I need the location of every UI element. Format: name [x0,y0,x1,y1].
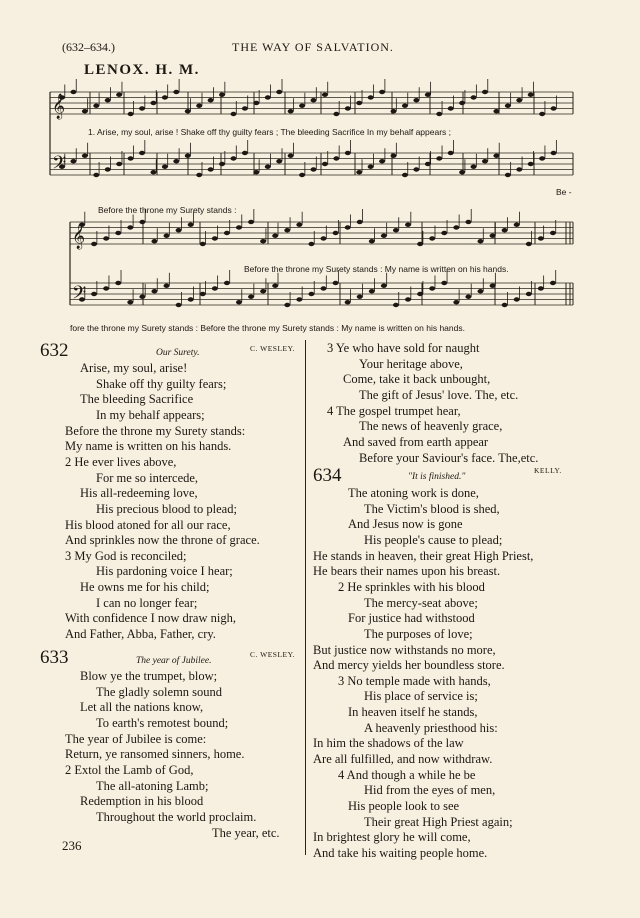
note-head [357,220,363,224]
verse-line: To earth's remotest bound; [96,715,229,730]
note-head [333,281,339,285]
note-head [538,236,544,240]
hymn-author-632: C. WESLEY. [250,344,295,353]
note-head [405,223,411,227]
note-head [164,234,170,238]
verse-line: Hid from the eyes of men, [364,783,496,798]
note-head [82,154,88,158]
note-head [345,225,351,229]
note-head [381,284,387,288]
note-head [425,162,431,166]
note-head [402,173,408,177]
hymn-subtitle-632: Our Surety. [156,348,200,358]
note-head [490,284,496,288]
clef-icon: 𝄢 [52,153,67,178]
verse-line: Let all the nations know, [80,700,204,715]
note-head [417,242,423,246]
verse-line: He stands in heaven, their great High Priest, [313,548,534,563]
note-head [128,156,134,160]
verse-line: 4 The gospel trumpet hear, [327,403,461,418]
note-head [176,303,182,307]
verse-line: In brightest glory he will come, [313,830,471,845]
note-head [357,295,363,299]
verse-line: The Victim's blood is shed, [364,501,500,516]
note-head [248,220,254,224]
note-head [200,242,206,246]
verse-line: 4 And though a while he be [338,767,476,782]
note-head [115,281,121,285]
note-head [368,165,374,169]
note-head [288,154,294,158]
note-head [242,106,248,110]
verse-line: The all-atoning Lamb; [96,778,209,793]
note-head [248,295,254,299]
note-head [116,93,122,97]
note-head [405,297,411,301]
verse-line: His precious blood to plead; [96,501,237,516]
verse-line: He bears their names upon his breast. [313,564,501,579]
note-head [296,223,302,227]
note-head [93,173,99,177]
verse-line: A heavenly priesthood his: [364,720,498,735]
note-head [162,95,168,99]
hymn-author-634: KELLY. [534,466,562,475]
note-head [308,292,314,296]
note-head [70,159,76,163]
note-head [296,297,302,301]
note-head [311,167,317,171]
clef-icon: 𝄞 [72,224,86,249]
note-head [453,225,459,229]
note-head [429,286,435,290]
verse-line: The purposes of love; [364,626,473,641]
note-head [91,242,97,246]
note-head [288,109,294,113]
note-head [505,173,511,177]
note-head [284,303,290,307]
tune-name: LENOX. H. M. [84,62,200,78]
note-head [265,95,271,99]
note-head [482,159,488,163]
verse-line: For me so intercede, [96,470,199,485]
note-head [284,228,290,232]
note-head [93,104,99,108]
clef-icon: 𝄢 [72,283,87,308]
verse-line: The year of Jubilee is come: [65,731,207,746]
note-head [224,281,230,285]
verse-line: And mercy yields her boundless store. [313,658,505,673]
note-head [196,173,202,177]
note-head [493,109,499,113]
note-head [253,101,259,105]
verse-line: My name is written on his hands. [65,439,232,454]
note-head [242,151,248,155]
note-head [139,106,145,110]
verse-line: 3 No temple made with hands, [338,673,491,688]
note-head [356,101,362,105]
note-head [516,98,522,102]
note-head [236,225,242,229]
note-head [276,159,282,163]
verse-line: Their great High Priest again; [364,814,513,829]
note-head [115,231,121,235]
note-head [224,231,230,235]
note-head [272,234,278,238]
note-head [105,98,111,102]
note-head [526,292,532,296]
note-head [260,289,266,293]
clef-icon: 𝄞 [52,94,66,119]
page-title: THE WAY OF SALVATION. [232,40,394,54]
note-head [188,223,194,227]
note-head [391,154,397,158]
verse-line: 2 He ever lives above, [65,454,177,469]
verse-line: His people look to see [348,799,460,813]
note-head [538,286,544,290]
note-head [173,159,179,163]
note-head [369,289,375,293]
note-head [550,281,556,285]
verse-line: His blood atoned for all our race, [65,517,231,532]
note-head [516,167,522,171]
verse-line: And Jesus now is gone [348,517,463,532]
note-head [465,220,471,224]
note-head [103,286,109,290]
note-head [514,223,520,227]
note-head [333,231,339,235]
hymn-range: (632–634.) [62,40,115,54]
note-head [176,228,182,232]
verse-line: I can no longer fear; [96,595,198,610]
verse-line: Before your Saviour's face. The,etc. [359,450,539,465]
lyric-line-3: fore the throne my Surety stands : Before the throne my Surety stands : My name is written on his hands. [70,323,465,333]
note-head [345,151,351,155]
verse-line: 2 He sprinkles with his blood [338,579,485,594]
note-head [321,286,327,290]
note-head [550,231,556,235]
note-head [402,104,408,108]
verse-line: Arise, my soul, arise! [80,361,188,375]
note-head [505,104,511,108]
hymn-subtitle-633: The year of Jubilee. [136,656,212,666]
note-head [417,292,423,296]
music-score [0,0,640,340]
note-head [526,242,532,246]
note-head [482,90,488,94]
note-head [413,167,419,171]
verse-line: His pardoning voice I hear; [96,564,233,579]
verse-line: And sprinkles now the throne of grace. [65,533,260,548]
note-head [436,156,442,160]
note-head [272,284,278,288]
note-head [369,239,375,243]
note-head [219,162,225,166]
note-head [127,300,133,304]
lyric-line-2-top: Before the throne my Surety stands : [98,205,237,215]
verse-line: Return, ye ransomed sinners, home. [65,747,245,762]
note-head [208,98,214,102]
verse-line: With confidence I now draw nigh, [65,611,236,626]
note-head [448,151,454,155]
verse-line: And saved from earth appear [343,434,489,449]
note-head [477,289,483,293]
verse-line: Shake off thy guilty fears; [96,376,227,391]
verse-line: 3 My God is reconciled; [65,548,187,563]
note-head [299,173,305,177]
verse-line: Throughout the world proclaim. [96,809,257,824]
note-head [321,236,327,240]
note-head [514,297,520,301]
note-head [539,112,545,116]
note-head [322,93,328,97]
note-head [528,162,534,166]
verse-line: He owns me for his child; [80,580,210,595]
note-head [91,292,97,296]
note-head [477,239,483,243]
note-head [196,104,202,108]
note-head [379,90,385,94]
verse-line: His place of service is; [364,689,478,704]
verse-line: In him the shadows of the law [313,736,464,751]
note-head [70,90,76,94]
verse-line: The gladly solemn sound [96,684,223,699]
lyric-line-1b: Be - [556,187,572,197]
verse-line: Blow ye the trumpet, blow; [80,669,218,683]
note-head [299,104,305,108]
note-head [459,170,465,174]
note-head [230,156,236,160]
note-head [128,112,134,116]
note-head [150,170,156,174]
note-head [333,156,339,160]
hymn-number-632: 632 [40,340,69,361]
note-head [151,239,157,243]
verse-line: Before the throne my Surety stands: [65,423,246,438]
note-head [139,295,145,299]
note-head [448,106,454,110]
note-head [127,225,133,229]
verse-line: Are all fulfilled, and now withdraw. [313,752,493,767]
verse-line: Your heritage above, [359,356,463,371]
note-head [345,300,351,304]
note-head [173,90,179,94]
verse-line: And take his waiting people home. [313,845,488,860]
note-head [185,109,191,113]
note-head [164,284,170,288]
note-head [436,112,442,116]
note-head [151,289,157,293]
note-head [502,303,508,307]
note-head [465,295,471,299]
note-head [425,93,431,97]
verse-line: The bleeding Sacrifice [80,392,194,407]
verse-line: Redemption in his blood [80,794,204,809]
verse-line: 2 Extol the Lamb of God, [65,762,194,777]
note-head [490,234,496,238]
note-head [236,300,242,304]
note-head [276,90,282,94]
hymn-subtitle-634: "It is finished." [408,472,466,482]
verse-line: 3 Ye who have sold for naught [327,341,480,355]
verse-line: The atoning work is done, [348,486,479,500]
note-head [345,106,351,110]
verse-line: For justice had withstood [348,611,475,626]
note-head [212,286,218,290]
note-head [105,167,111,171]
note-head [150,101,156,105]
verse-line: The year, etc. [212,825,280,840]
verse-line: The gift of Jesus' love. The, etc. [359,387,519,402]
verse-line: Come, take it back unbought, [343,372,491,387]
verse-line: In my behalf appears; [96,407,205,422]
note-head [311,98,317,102]
note-head [162,165,168,169]
note-head [471,165,477,169]
verse-line: In heaven itself he stands, [348,705,478,720]
page-number: 236 [62,838,82,853]
note-head [379,159,385,163]
note-head [265,165,271,169]
note-head [539,156,545,160]
note-head [551,151,557,155]
note-head [82,109,88,113]
note-head [103,236,109,240]
note-head [253,170,259,174]
note-head [429,236,435,240]
note-head [219,93,225,97]
note-head [551,106,557,110]
note-head [322,162,328,166]
note-head [185,154,191,158]
note-head [459,101,465,105]
note-head [381,234,387,238]
note-head [493,154,499,158]
note-head [260,239,266,243]
note-head [368,95,374,99]
note-head [502,228,508,232]
note-head [188,297,194,301]
verse-line: His all-redeeming love, [80,486,198,501]
verse-line: The mercy-seat above; [364,595,478,610]
note-head [413,98,419,102]
note-head [116,162,122,166]
note-head [200,292,206,296]
note-head [139,220,145,224]
lyric-line-1: 1. Arise, my soul, arise ! Shake off thy guilty fears ; The bleeding Sacrifice In my behalf appears ; [88,127,452,137]
note-head [391,109,397,113]
hymn-number-633: 633 [40,647,69,668]
hymn-number-634: 634 [313,465,342,486]
note-head [441,231,447,235]
note-head [393,228,399,232]
note-head [356,170,362,174]
column-divider [305,340,306,855]
note-head [453,300,459,304]
note-head [471,95,477,99]
note-head [333,112,339,116]
verse-line: The news of heavenly grace, [359,419,503,434]
verse-line: And Father, Abba, Father, cry. [65,627,216,642]
hymn-author-633: C. WESLEY. [250,650,295,659]
note-head [393,303,399,307]
note-head [441,281,447,285]
note-head [308,242,314,246]
note-head [230,112,236,116]
note-head [208,167,214,171]
note-head [212,236,218,240]
verse-line: His people's cause to plead; [364,532,503,547]
verse-line: But justice now withstands no more, [313,642,496,657]
note-head [528,93,534,97]
note-head [139,151,145,155]
lyric-line-2: Before the throne my Surety stands : My name is written on his hands. [244,264,509,274]
